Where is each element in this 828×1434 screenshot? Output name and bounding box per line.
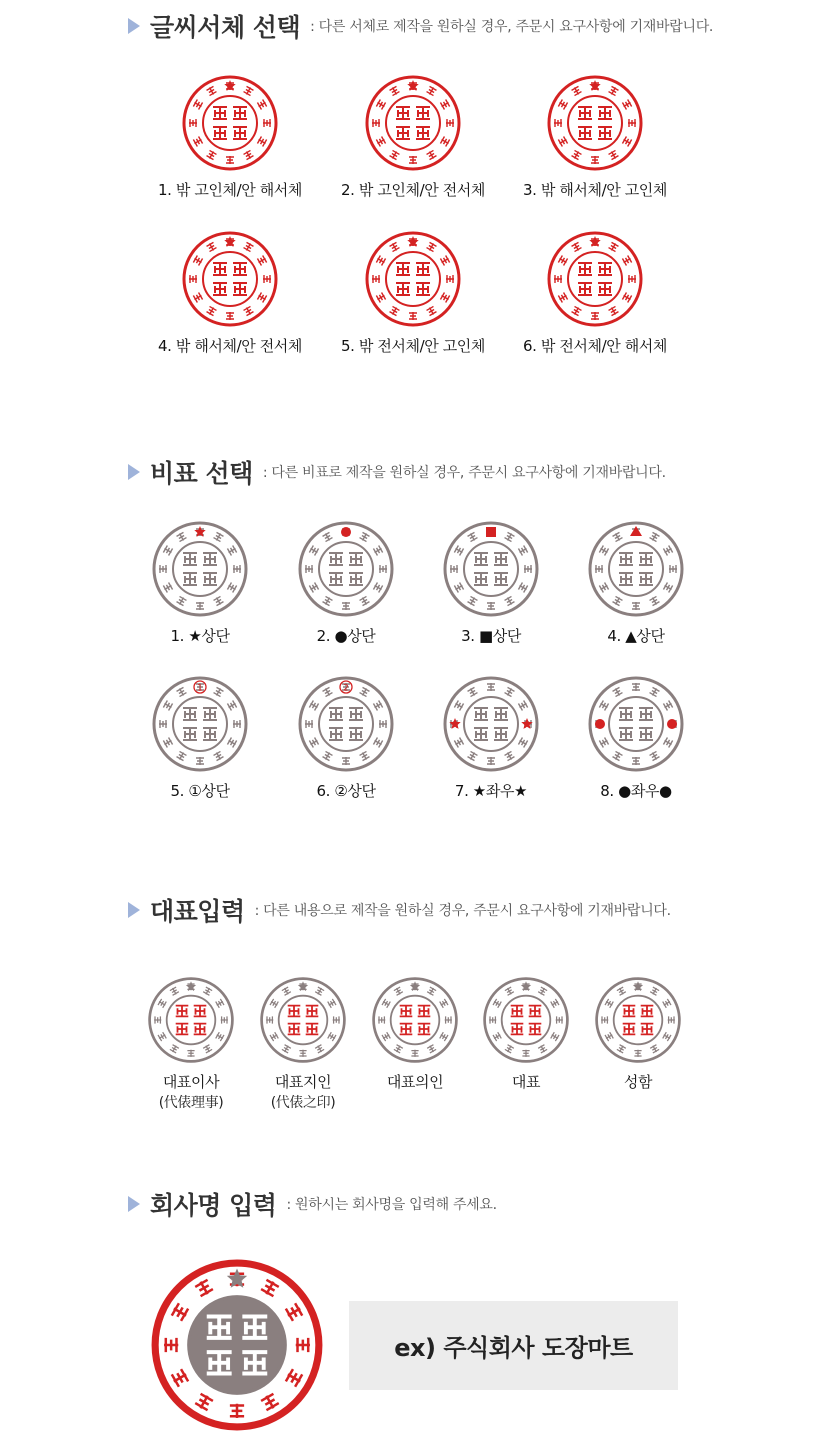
option-sublabel: (代俵之印)	[270, 1095, 336, 1111]
example-text: ex) 주식회사 도장마트	[394, 1334, 633, 1362]
font-option-3[interactable]	[515, 73, 675, 200]
seal-image	[150, 519, 250, 619]
seal-image	[441, 519, 541, 619]
option-label: 6. 밖 전서체/안 해서체	[523, 337, 667, 355]
bullet-triangle-icon	[128, 1196, 140, 1212]
font-option-6[interactable]	[515, 229, 675, 356]
option-label: 5. ①상단	[170, 782, 230, 800]
symbol-option-6[interactable]	[266, 674, 426, 801]
option-label: 6. ②상단	[316, 782, 376, 800]
seal-image	[586, 674, 686, 774]
option-label: 3. 밖 해서체/안 고인체	[523, 181, 667, 199]
bullet-triangle-icon	[128, 464, 140, 480]
svg-text:2: 2	[343, 683, 349, 694]
section-description: : 원하시는 회사명을 입력해 주세요.	[286, 1197, 497, 1213]
seal-image	[586, 519, 686, 619]
seal-image	[180, 73, 280, 173]
option-label: 5. 밖 전서체/안 고인체	[341, 337, 485, 355]
rep-section-header	[128, 892, 671, 928]
option-label: 성함	[623, 1073, 653, 1091]
section-description: : 다른 서체로 제작을 원하실 경우, 주문시 요구사항에 기재바랍니다.	[310, 19, 714, 35]
section-description: : 다른 비표로 제작을 원하실 경우, 주문시 요구사항에 기재바랍니다.	[262, 465, 666, 481]
large-seal-example	[148, 1256, 326, 1434]
seal-image	[146, 975, 236, 1065]
option-label: 4. 밖 해서체/안 전서체	[158, 337, 302, 355]
option-label: 대표이사	[162, 1073, 220, 1091]
option-label: 대표지인	[274, 1073, 332, 1091]
seal-image	[296, 674, 396, 774]
symbol-option-3[interactable]	[411, 519, 571, 646]
seal-image	[180, 229, 280, 329]
seal-image	[363, 73, 463, 173]
font-section-header	[128, 8, 713, 44]
font-option-5[interactable]	[333, 229, 493, 356]
seal-image	[363, 229, 463, 329]
svg-text:1: 1	[197, 683, 203, 694]
seal-image	[370, 975, 460, 1065]
seal-image	[296, 519, 396, 619]
symbol-option-8[interactable]	[556, 674, 716, 801]
font-option-2[interactable]	[333, 73, 493, 200]
seal-image	[150, 674, 250, 774]
symbol-option-2[interactable]	[266, 519, 426, 646]
company-seal-image	[148, 1256, 326, 1434]
section-title: 회사명 입력	[150, 1191, 277, 1220]
rep-option-5[interactable]	[563, 975, 713, 1092]
option-label: 2. ●상단	[316, 627, 376, 645]
option-label: 1. ★상단	[170, 627, 230, 645]
option-label: 1. 밖 고인체/안 해서체	[158, 181, 302, 199]
option-label: 2. 밖 고인체/안 전서체	[341, 181, 485, 199]
font-option-1[interactable]	[150, 73, 310, 200]
seal-image	[545, 73, 645, 173]
symbol-option-7[interactable]	[411, 674, 571, 801]
company-section-header	[128, 1186, 497, 1222]
symbol-option-4[interactable]	[556, 519, 716, 646]
symbol-option-5[interactable]	[120, 674, 280, 801]
seal-image	[481, 975, 571, 1065]
seal-image	[441, 674, 541, 774]
section-description: : 다른 내용으로 제작을 원하실 경우, 주문시 요구사항에 기재바랍니다.	[254, 903, 671, 919]
seal-image	[593, 975, 683, 1065]
symbol-section-header	[128, 454, 666, 490]
section-title: 비표 선택	[150, 459, 253, 488]
seal-image	[545, 229, 645, 329]
symbol-option-1[interactable]	[120, 519, 280, 646]
option-label: 7. ★좌우★	[454, 782, 528, 800]
option-label: 3. ■상단	[461, 627, 521, 645]
bullet-triangle-icon	[128, 18, 140, 34]
font-option-4[interactable]	[150, 229, 310, 356]
bullet-triangle-icon	[128, 902, 140, 918]
seal-image	[258, 975, 348, 1065]
section-title: 대표입력	[150, 897, 245, 926]
option-label: 8. ●좌우●	[600, 782, 672, 800]
example-box	[349, 1301, 678, 1390]
option-label: 대표의인	[386, 1073, 444, 1091]
option-label: 4. ▲상단	[607, 627, 665, 645]
option-label: 대표	[511, 1073, 541, 1091]
option-sublabel: (代俵理事)	[158, 1095, 224, 1111]
section-title: 글씨서체 선택	[150, 13, 301, 42]
